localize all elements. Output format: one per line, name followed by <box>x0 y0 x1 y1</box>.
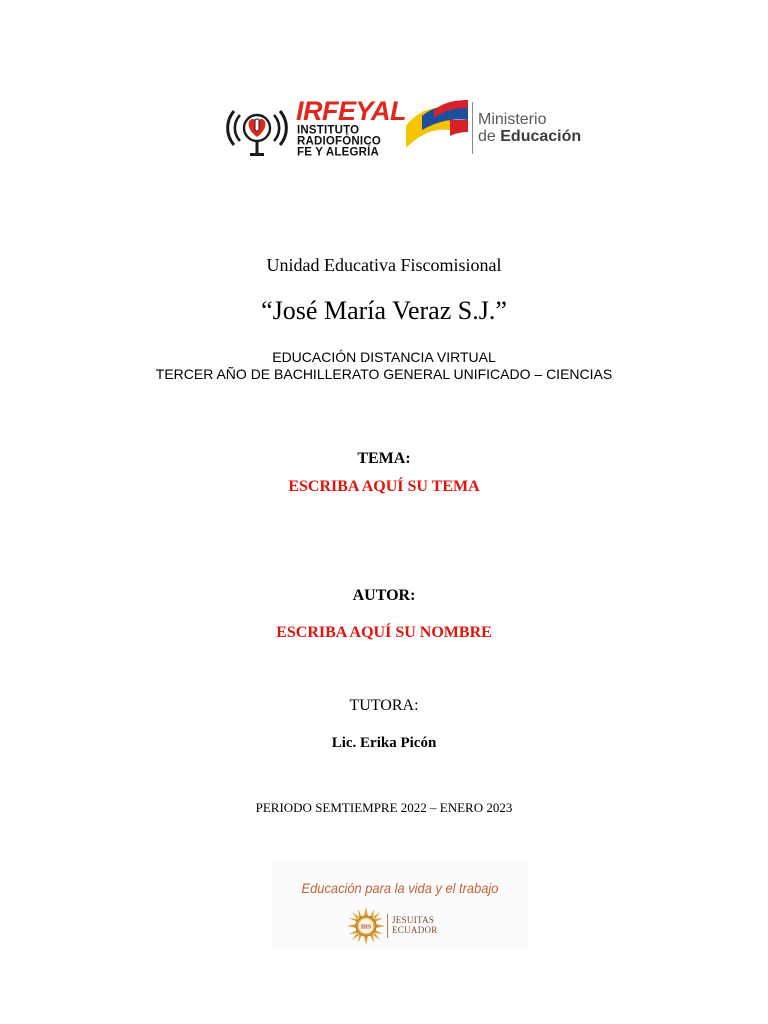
periodo-line: PERIODO SEMTIEMPRE 2022 – ENERO 2023 <box>255 800 513 815</box>
header-logos <box>222 94 582 160</box>
irfeyal-subtitle-line: RADIOFÓNICO <box>297 134 381 148</box>
jesuitas-line2: ECUADOR <box>392 925 438 936</box>
ministerio-divider <box>472 102 473 154</box>
autor-placeholder: ESCRIBA AQUÍ SU NOMBRE <box>276 624 492 641</box>
ministerio-wordmark <box>478 112 581 146</box>
jesuit-sun-seal-icon <box>346 906 386 946</box>
tutora-name: Lic. Erika Picón <box>331 735 437 751</box>
ministerio-line1: Ministerio <box>478 111 547 128</box>
jesuitas-wordmark <box>392 915 438 936</box>
irfeyal-emblem-icon <box>222 97 292 159</box>
ministerio-line2-bold: Educación <box>500 127 582 145</box>
ministerio-line2-prefix: de <box>478 127 501 145</box>
seal-ihs-text: IHS <box>360 924 372 931</box>
ecuador-flag-icon <box>404 96 470 156</box>
irfeyal-subtitle-line: INSTITUTO <box>297 123 360 137</box>
school-type: Unidad Educativa Fiscomisional <box>266 255 502 275</box>
footer-slogan: Educación para la vida y el trabajo <box>301 880 499 896</box>
program-line2: TERCER AÑO DE BACHILLERATO GENERAL UNIFICADO – CIENCIAS <box>155 366 613 382</box>
irfeyal-name: IRFEYAL <box>296 96 406 126</box>
autor-label: AUTOR: <box>352 587 416 604</box>
tutora-label: TUTORA: <box>349 697 419 714</box>
program-line1: EDUCACIÓN DISTANCIA VIRTUAL <box>272 349 496 365</box>
tema-label: TEMA: <box>357 450 411 467</box>
tema-placeholder: ESCRIBA AQUÍ SU TEMA <box>288 478 480 495</box>
irfeyal-subtitle-line: FE Y ALEGRÍA <box>297 145 380 159</box>
jesuitas-line1: JESUITAS <box>392 915 435 925</box>
jesuitas-divider <box>387 914 388 938</box>
ministerio-line2 <box>478 129 581 146</box>
school-name: “José María Veraz S.J.” <box>261 296 507 325</box>
footer-banner <box>272 862 528 950</box>
